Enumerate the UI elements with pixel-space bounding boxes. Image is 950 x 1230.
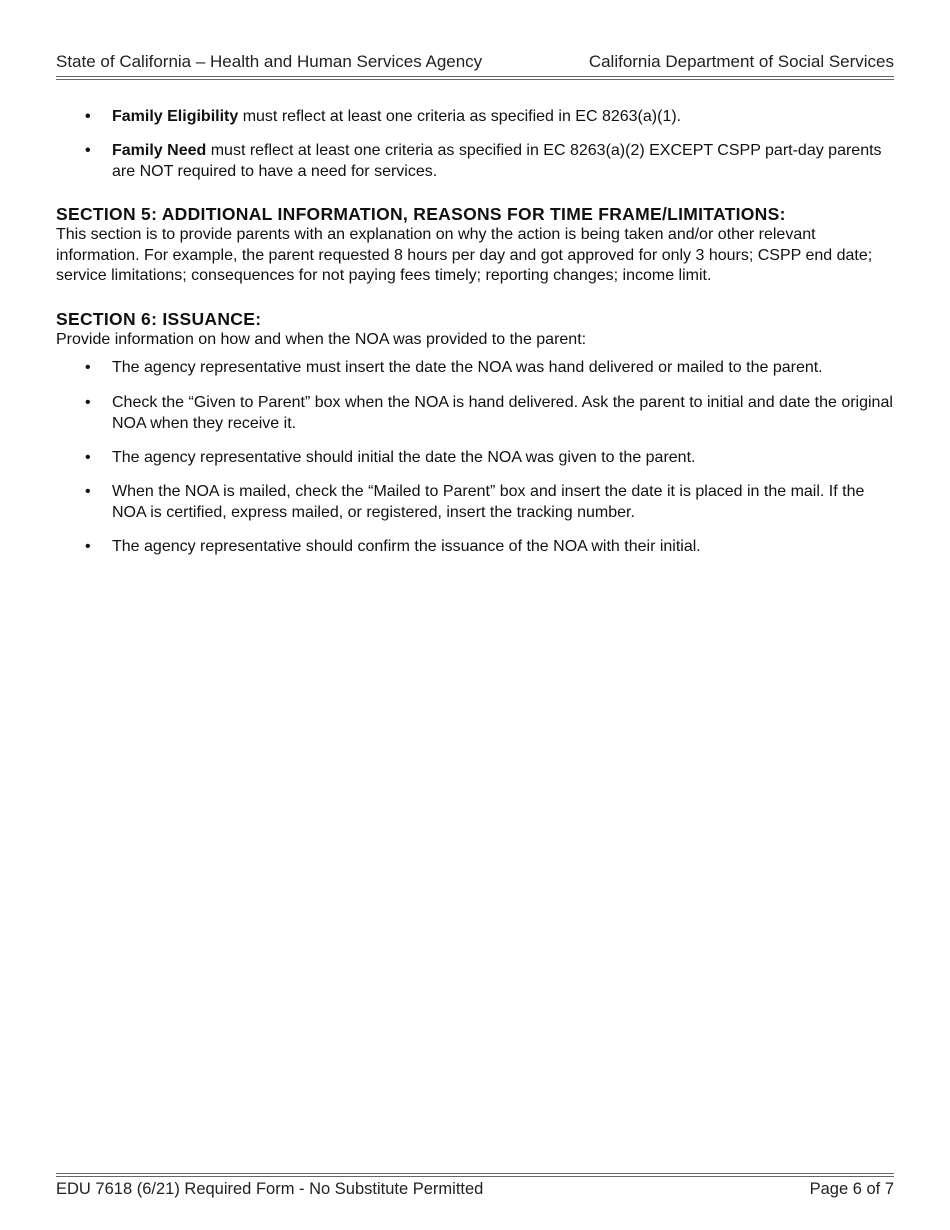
header-rule-2 xyxy=(56,79,894,80)
list-item xyxy=(85,537,896,558)
bullet-text: must reflect at least one criteria as specified in EC 8263(a)(1). xyxy=(238,108,682,125)
header-agency: State of California – Health and Human Services Agency xyxy=(56,52,483,71)
bullet-icon: • xyxy=(85,359,91,376)
bullet-icon: • xyxy=(85,449,91,466)
section-5-heading: SECTION 5: ADDITIONAL INFORMATION, REASONS FOR TIME FRAME/LIMITATIONS: xyxy=(56,204,786,224)
section-5 xyxy=(56,204,896,287)
bullet-text: The agency representative should confirm the issuance of the NOA with their initial. xyxy=(112,538,701,555)
footer-rule xyxy=(56,1173,894,1174)
header-department: California Department of Social Services xyxy=(588,52,894,71)
footer-rule-2 xyxy=(56,1176,894,1177)
bold-term: Family Need xyxy=(112,142,207,159)
bullet-text: The agency representative should initial the date the NOA was given to the parent. xyxy=(112,449,696,466)
footer-form-id: EDU 7618 (6/21) Required Form - No Substitute Permitted xyxy=(56,1180,484,1198)
list-item xyxy=(85,358,896,379)
page-number: Page 6 of 7 xyxy=(809,1180,894,1198)
section-6 xyxy=(56,309,896,351)
bullet-text: Check the “Given to Parent” box when the NOA is hand delivered. Ask the parent to initial and date the original NOA when they receive it. xyxy=(112,394,893,432)
list-item xyxy=(85,448,896,469)
list-item xyxy=(85,482,896,523)
header-rule xyxy=(56,76,894,77)
bullet-icon: • xyxy=(85,394,91,411)
bullet-icon: • xyxy=(85,142,91,159)
bullet-family-eligibility xyxy=(85,107,896,128)
bold-term: Family Eligibility xyxy=(112,108,239,125)
bullet-text: When the NOA is mailed, check the “Mailed to Parent” box and insert the date it is placed in the mail. If the NOA is certified, express mailed, or registered, insert the tracking number. xyxy=(112,483,865,521)
section-6-heading: SECTION 6: ISSUANCE: xyxy=(56,309,262,329)
bullet-icon: • xyxy=(85,108,91,125)
bullet-icon: • xyxy=(85,538,91,555)
bullet-family-need xyxy=(85,141,896,182)
bullet-text: The agency representative must insert the date the NOA was hand delivered or mailed to the parent. xyxy=(112,359,823,376)
list-item xyxy=(85,393,896,434)
section-6-intro: Provide information on how and when the NOA was provided to the parent: xyxy=(56,331,587,348)
bullet-text: must reflect at least one criteria as specified in EC 8263(a)(2) EXCEPT CSPP part-day parents are NOT required to have a need for services. xyxy=(112,142,882,180)
section-5-body: This section is to provide parents with an explanation on why the action is being taken and/or other relevant information. For example, the parent requested 8 hours per day and got approved for only 3 hours; CSPP end date; service limitations; consequences for not paying fees timely; reporting changes; income limit. xyxy=(56,226,873,285)
bullet-icon: • xyxy=(85,483,91,500)
